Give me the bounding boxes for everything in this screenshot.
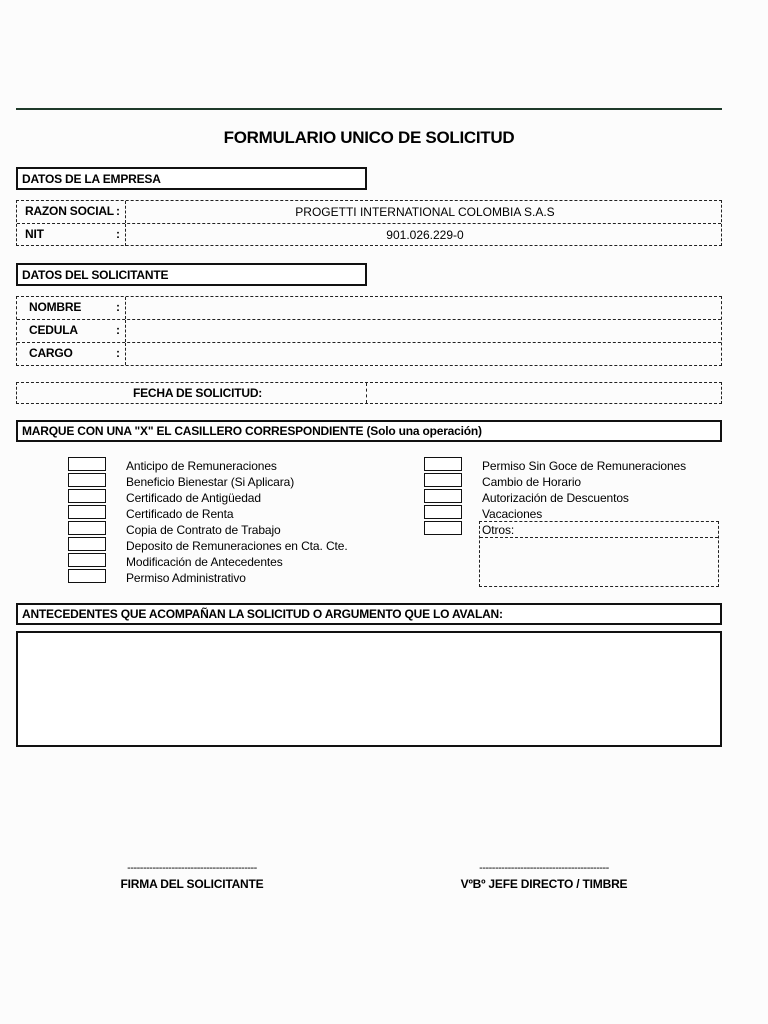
- applicant-row-cedula: [17, 319, 721, 342]
- operation-section-heading: MARQUE CON UNA "X" EL CASILLERO CORRESPONDIENTE (Solo una operación): [16, 420, 722, 442]
- option-label: Beneficio Bienestar (Si Aplicara): [126, 475, 295, 489]
- antecedents-textarea[interactable]: [16, 631, 722, 747]
- left-checkbox-column: [68, 457, 110, 587]
- option-label: Modificación de Antecedentes: [126, 555, 283, 569]
- cargo-colon: :: [116, 346, 120, 360]
- cedula-label: CEDULA: [29, 323, 78, 337]
- option-label: Anticipo de Remuneraciones: [126, 459, 277, 473]
- nit-colon: :: [116, 227, 120, 241]
- request-date-label: FECHA DE SOLICITUD:: [133, 386, 263, 400]
- otros-box: [479, 521, 719, 587]
- applicant-row-cargo: [17, 342, 721, 365]
- request-date-row: [16, 382, 722, 404]
- right-checkbox-column: [424, 457, 466, 539]
- column-divider: [125, 320, 126, 342]
- razon-social-value[interactable]: PROGETTI INTERNATIONAL COLOMBIA S.A.S: [295, 205, 555, 219]
- cargo-label: CARGO: [29, 346, 73, 360]
- top-divider: [16, 108, 722, 110]
- company-table: [16, 200, 722, 246]
- column-divider: [125, 343, 126, 365]
- company-row-nit: [17, 223, 721, 246]
- applicant-section-heading: DATOS DEL SOLICITANTE: [16, 263, 367, 286]
- cedula-colon: :: [116, 323, 120, 337]
- option-label: Copia de Contrato de Trabajo: [126, 523, 281, 537]
- checkbox-autorizacion-descuentos[interactable]: [424, 489, 462, 503]
- otros-field[interactable]: [482, 540, 716, 584]
- option-label: Cambio de Horario: [482, 475, 582, 489]
- checkbox-cambio-horario[interactable]: [424, 473, 462, 487]
- checkbox-modificacion-antecedentes[interactable]: [68, 553, 106, 567]
- nit-label: NIT: [25, 227, 44, 241]
- checkbox-anticipo[interactable]: [68, 457, 106, 471]
- applicant-table: [16, 296, 722, 366]
- checkbox-permiso-administrativo[interactable]: [68, 569, 106, 583]
- checkbox-certificado-antiguedad[interactable]: [68, 489, 106, 503]
- checkbox-vacaciones[interactable]: [424, 505, 462, 519]
- checkbox-beneficio-bienestar[interactable]: [68, 473, 106, 487]
- nombre-label: NOMBRE: [29, 300, 82, 314]
- supervisor-signature-label: VºBº JEFE DIRECTO / TIMBRE: [460, 877, 628, 891]
- checkbox-otros[interactable]: [424, 521, 462, 535]
- option-label: Certificado de Antigüedad: [126, 491, 261, 505]
- page-title: FORMULARIO UNICO DE SOLICITUD: [223, 128, 515, 147]
- otros-label: Otros:: [482, 523, 515, 537]
- antecedents-section-heading: ANTECEDENTES QUE ACOMPAÑAN LA SOLICITUD O ARGUMENTO QUE LO AVALAN:: [16, 603, 722, 625]
- column-divider: [125, 201, 126, 223]
- column-divider: [366, 383, 367, 403]
- option-label: Autorización de Descuentos: [482, 491, 629, 505]
- checkbox-deposito-remuneraciones[interactable]: [68, 537, 106, 551]
- applicant-signature-label: FIRMA DEL SOLICITANTE: [120, 877, 264, 891]
- supervisor-signature-line: -----------------------------------------: [479, 862, 609, 874]
- checkbox-certificado-renta[interactable]: [68, 505, 106, 519]
- option-label: Vacaciones: [482, 507, 543, 521]
- razon-social-label: RAZON SOCIAL: [25, 204, 114, 218]
- column-divider: [125, 224, 126, 246]
- company-section-heading: DATOS DE LA EMPRESA: [16, 167, 367, 190]
- checkbox-copia-contrato[interactable]: [68, 521, 106, 535]
- razon-social-colon: :: [116, 204, 120, 218]
- option-label: Certificado de Renta: [126, 507, 234, 521]
- applicant-signature-line: -----------------------------------------: [127, 862, 257, 874]
- otros-divider: [480, 537, 718, 538]
- checkbox-permiso-sin-goce[interactable]: [424, 457, 462, 471]
- applicant-row-nombre: [17, 297, 721, 319]
- option-label: Deposito de Remuneraciones en Cta. Cte.: [126, 539, 348, 553]
- company-row-razon-social: [17, 201, 721, 223]
- nit-value[interactable]: 901.026.229-0: [386, 228, 464, 242]
- option-label: Permiso Administrativo: [126, 571, 246, 585]
- request-date-field[interactable]: [369, 386, 721, 402]
- column-divider: [125, 297, 126, 319]
- option-label: Permiso Sin Goce de Remuneraciones: [482, 459, 687, 473]
- nombre-colon: :: [116, 300, 120, 314]
